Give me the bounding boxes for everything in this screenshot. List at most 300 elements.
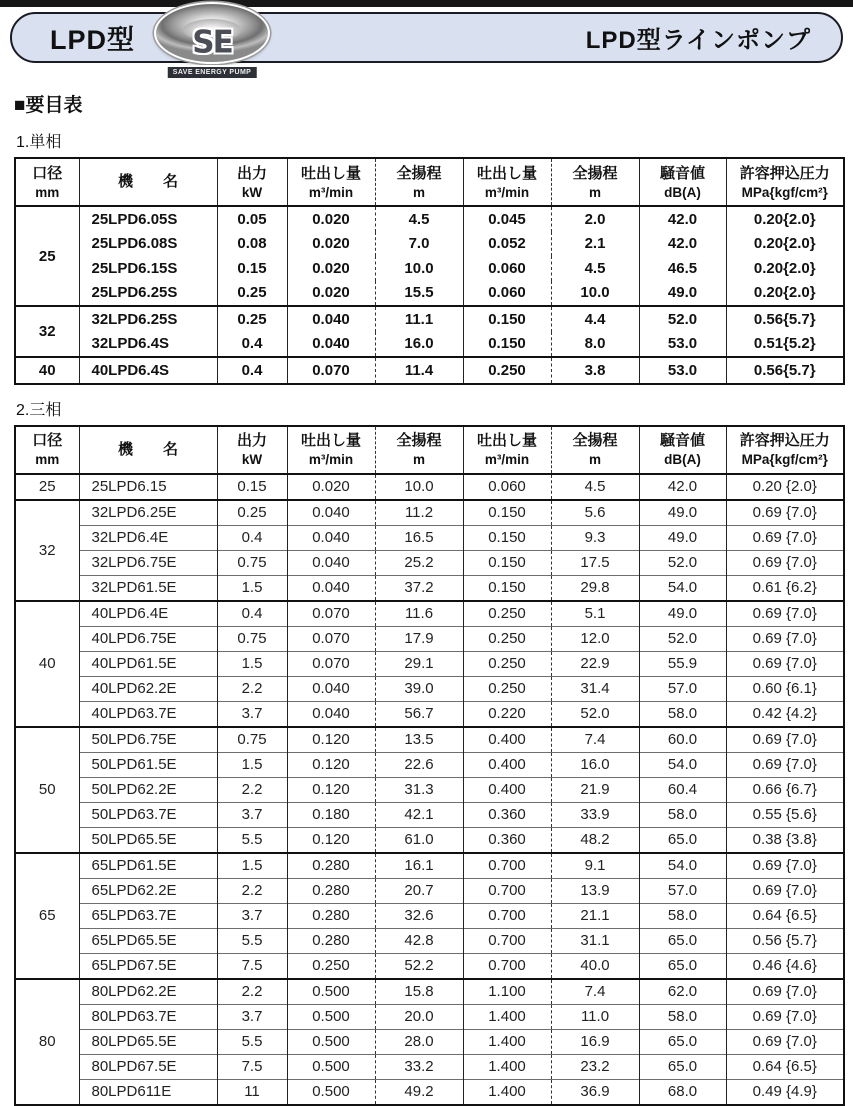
output-cell: 0.4: [217, 525, 287, 550]
column-header-bore: 口径 mm: [15, 158, 79, 206]
h1-cell: 20.7: [375, 878, 463, 903]
h2-cell: 5.6: [551, 500, 639, 526]
output-cell: 2.2: [217, 676, 287, 701]
model-cell: 65LPD67.5E: [79, 953, 217, 979]
model-cell: 25LPD6.15: [79, 474, 217, 500]
q2-cell: 0.150: [463, 525, 551, 550]
h1-cell: 56.7: [375, 701, 463, 727]
table-row: [15, 827, 844, 853]
pressure-cell: 0.20{2.0}: [726, 232, 844, 257]
pressure-cell: 0.69 {7.0}: [726, 601, 844, 627]
table-row: [15, 281, 844, 307]
table-row: [15, 474, 844, 500]
model-cell: 32LPD6.25E: [79, 500, 217, 526]
pressure-cell: 0.64 {6.5}: [726, 1054, 844, 1079]
model-cell: 65LPD61.5E: [79, 853, 217, 879]
h2-cell: 52.0: [551, 701, 639, 727]
q2-cell: 0.150: [463, 332, 551, 358]
h2-cell: 31.1: [551, 928, 639, 953]
q1-cell: 0.180: [287, 802, 375, 827]
noise-cell: 49.0: [639, 601, 726, 627]
q2-cell: 0.400: [463, 777, 551, 802]
noise-cell: 52.0: [639, 306, 726, 332]
h2-cell: 12.0: [551, 626, 639, 651]
h2-cell: 7.4: [551, 727, 639, 753]
h1-cell: 11.6: [375, 601, 463, 627]
h1-cell: 22.6: [375, 752, 463, 777]
model-cell: 25LPD6.25S: [79, 281, 217, 307]
h1-cell: 10.0: [375, 256, 463, 281]
column-header-output: 出力 kW: [217, 426, 287, 474]
output-cell: 2.2: [217, 979, 287, 1005]
column-header-h1: 全揚程 m: [375, 426, 463, 474]
q1-cell: 0.040: [287, 676, 375, 701]
h1-cell: 11.1: [375, 306, 463, 332]
output-cell: 1.5: [217, 853, 287, 879]
pressure-cell: 0.69 {7.0}: [726, 878, 844, 903]
table-row: [15, 651, 844, 676]
noise-cell: 42.0: [639, 474, 726, 500]
output-cell: 7.5: [217, 953, 287, 979]
table-row: [15, 979, 844, 1005]
three-phase-block: [0, 397, 853, 1106]
bore-cell: 65: [15, 853, 79, 979]
noise-cell: 65.0: [639, 827, 726, 853]
h1-cell: 13.5: [375, 727, 463, 753]
model-cell: 25LPD6.08S: [79, 232, 217, 257]
q2-cell: 0.250: [463, 676, 551, 701]
q1-cell: 0.500: [287, 1004, 375, 1029]
model-cell: 32LPD6.4S: [79, 332, 217, 358]
top-edge-strip: [0, 0, 853, 7]
header-row: [15, 426, 844, 474]
q2-cell: 1.400: [463, 1029, 551, 1054]
save-energy-pump-logo: [152, 2, 272, 74]
column-header-output: 出力 kW: [217, 158, 287, 206]
table-row: [15, 601, 844, 627]
h1-cell: 29.1: [375, 651, 463, 676]
h1-cell: 15.8: [375, 979, 463, 1005]
bore-cell: 40: [15, 357, 79, 384]
model-cell: 40LPD63.7E: [79, 701, 217, 727]
table-caption-three-phase: 2.三相: [16, 401, 62, 419]
pressure-cell: 0.69 {7.0}: [726, 500, 844, 526]
pressure-cell: 0.69 {7.0}: [726, 1004, 844, 1029]
output-cell: 0.15: [217, 256, 287, 281]
h1-cell: 15.5: [375, 281, 463, 307]
noise-cell: 65.0: [639, 1029, 726, 1054]
pressure-cell: 0.20 {2.0}: [726, 474, 844, 500]
q2-cell: 1.100: [463, 979, 551, 1005]
table-row: [15, 752, 844, 777]
output-cell: 0.4: [217, 601, 287, 627]
pressure-cell: 0.56 {5.7}: [726, 928, 844, 953]
table-row: [15, 1079, 844, 1105]
spec-table-three-phase: [14, 425, 845, 1106]
q2-cell: 1.400: [463, 1054, 551, 1079]
table-row: [15, 575, 844, 601]
h2-cell: 48.2: [551, 827, 639, 853]
h1-cell: 11.4: [375, 357, 463, 384]
h1-cell: 61.0: [375, 827, 463, 853]
noise-cell: 60.0: [639, 727, 726, 753]
h2-cell: 3.8: [551, 357, 639, 384]
h2-cell: 23.2: [551, 1054, 639, 1079]
q1-cell: 0.280: [287, 878, 375, 903]
output-cell: 5.5: [217, 1029, 287, 1054]
h1-cell: 42.1: [375, 802, 463, 827]
table-row: [15, 802, 844, 827]
q1-cell: 0.070: [287, 626, 375, 651]
model-cell: 65LPD65.5E: [79, 928, 217, 953]
table-row: [15, 676, 844, 701]
series-title: LPD型: [50, 25, 135, 55]
h1-cell: 49.2: [375, 1079, 463, 1105]
table-row: [15, 550, 844, 575]
h1-cell: 39.0: [375, 676, 463, 701]
bore-cell: 25: [15, 474, 79, 500]
h2-cell: 4.5: [551, 256, 639, 281]
table-caption-single-phase: 1.単相: [16, 134, 62, 151]
column-header-q1: 吐出し量 m³/min: [287, 426, 375, 474]
h1-cell: 37.2: [375, 575, 463, 601]
q1-cell: 0.250: [287, 953, 375, 979]
logo-banner-text: SAVE ENERGY PUMP: [166, 65, 259, 80]
h1-cell: 33.2: [375, 1054, 463, 1079]
model-cell: 40LPD62.2E: [79, 676, 217, 701]
table-row: [15, 928, 844, 953]
h2-cell: 11.0: [551, 1004, 639, 1029]
q2-cell: 0.150: [463, 550, 551, 575]
model-cell: 32LPD61.5E: [79, 575, 217, 601]
noise-cell: 58.0: [639, 1004, 726, 1029]
h1-cell: 52.2: [375, 953, 463, 979]
output-cell: 7.5: [217, 1054, 287, 1079]
q1-cell: 0.280: [287, 903, 375, 928]
h2-cell: 2.1: [551, 232, 639, 257]
model-cell: 50LPD63.7E: [79, 802, 217, 827]
h2-cell: 17.5: [551, 550, 639, 575]
q2-cell: 0.700: [463, 853, 551, 879]
q2-cell: 0.045: [463, 206, 551, 232]
q1-cell: 0.280: [287, 853, 375, 879]
output-cell: 1.5: [217, 575, 287, 601]
q2-cell: 0.060: [463, 281, 551, 307]
column-header-noise: 騒音値 dB(A): [639, 158, 726, 206]
q1-cell: 0.500: [287, 1054, 375, 1079]
q2-cell: 0.150: [463, 306, 551, 332]
h1-cell: 28.0: [375, 1029, 463, 1054]
column-header-model: 機 名: [79, 158, 217, 206]
q1-cell: 0.020: [287, 206, 375, 232]
noise-cell: 58.0: [639, 903, 726, 928]
pressure-cell: 0.69 {7.0}: [726, 525, 844, 550]
q1-cell: 0.120: [287, 827, 375, 853]
output-cell: 0.08: [217, 232, 287, 257]
table-row: [15, 953, 844, 979]
bore-cell: 25: [15, 206, 79, 306]
h2-cell: 9.3: [551, 525, 639, 550]
pressure-cell: 0.56{5.7}: [726, 357, 844, 384]
model-cell: 32LPD6.25S: [79, 306, 217, 332]
noise-cell: 54.0: [639, 853, 726, 879]
model-cell: 32LPD6.4E: [79, 525, 217, 550]
noise-cell: 65.0: [639, 953, 726, 979]
pressure-cell: 0.61 {6.2}: [726, 575, 844, 601]
h1-cell: 32.6: [375, 903, 463, 928]
q1-cell: 0.500: [287, 979, 375, 1005]
output-cell: 11: [217, 1079, 287, 1105]
model-cell: 40LPD61.5E: [79, 651, 217, 676]
model-cell: 40LPD6.4E: [79, 601, 217, 627]
q2-cell: 0.060: [463, 474, 551, 500]
h2-cell: 29.8: [551, 575, 639, 601]
q1-cell: 0.020: [287, 232, 375, 257]
h1-cell: 7.0: [375, 232, 463, 257]
q1-cell: 0.120: [287, 727, 375, 753]
pressure-cell: 0.69 {7.0}: [726, 651, 844, 676]
output-cell: 1.5: [217, 752, 287, 777]
column-header-bore: 口径 mm: [15, 426, 79, 474]
noise-cell: 53.0: [639, 332, 726, 358]
table-row: [15, 1029, 844, 1054]
pressure-cell: 0.46 {4.6}: [726, 953, 844, 979]
model-cell: 40LPD6.75E: [79, 626, 217, 651]
table-row: [15, 777, 844, 802]
output-cell: 1.5: [217, 651, 287, 676]
output-cell: 0.15: [217, 474, 287, 500]
bore-cell: 50: [15, 727, 79, 853]
q2-cell: 1.400: [463, 1079, 551, 1105]
output-cell: 3.7: [217, 903, 287, 928]
noise-cell: 49.0: [639, 281, 726, 307]
noise-cell: 46.5: [639, 256, 726, 281]
output-cell: 0.05: [217, 206, 287, 232]
h2-cell: 2.0: [551, 206, 639, 232]
model-cell: 65LPD62.2E: [79, 878, 217, 903]
q2-cell: 0.060: [463, 256, 551, 281]
pressure-cell: 0.69 {7.0}: [726, 752, 844, 777]
q2-cell: 0.700: [463, 903, 551, 928]
noise-cell: 49.0: [639, 525, 726, 550]
table-row: [15, 727, 844, 753]
noise-cell: 54.0: [639, 575, 726, 601]
output-cell: 2.2: [217, 878, 287, 903]
pressure-cell: 0.66 {6.7}: [726, 777, 844, 802]
column-header-q2: 吐出し量 m³/min: [463, 426, 551, 474]
pressure-cell: 0.64 {6.5}: [726, 903, 844, 928]
q1-cell: 0.070: [287, 651, 375, 676]
h1-cell: 10.0: [375, 474, 463, 500]
pressure-cell: 0.42 {4.2}: [726, 701, 844, 727]
logo-se-monogram: SE: [192, 24, 232, 61]
column-header-pressure: 許容押込圧力 MPa{kgf/cm²}: [726, 426, 844, 474]
h2-cell: 33.9: [551, 802, 639, 827]
output-cell: 0.4: [217, 332, 287, 358]
noise-cell: 58.0: [639, 701, 726, 727]
q1-cell: 0.020: [287, 256, 375, 281]
h2-cell: 21.1: [551, 903, 639, 928]
h2-cell: 4.5: [551, 474, 639, 500]
noise-cell: 58.0: [639, 802, 726, 827]
header-row: [15, 158, 844, 206]
h2-cell: 13.9: [551, 878, 639, 903]
h1-cell: 17.9: [375, 626, 463, 651]
h2-cell: 16.9: [551, 1029, 639, 1054]
table-row: [15, 232, 844, 257]
noise-cell: 52.0: [639, 626, 726, 651]
product-title: LPD型ラインポンプ: [585, 27, 811, 54]
model-cell: 80LPD611E: [79, 1079, 217, 1105]
table-row: [15, 853, 844, 879]
column-header-model: 機 名: [79, 426, 217, 474]
q2-cell: 0.250: [463, 626, 551, 651]
pressure-cell: 0.56{5.7}: [726, 306, 844, 332]
h1-cell: 11.2: [375, 500, 463, 526]
q2-cell: 0.360: [463, 827, 551, 853]
model-cell: 80LPD67.5E: [79, 1054, 217, 1079]
noise-cell: 55.9: [639, 651, 726, 676]
section-title: ■要目表: [14, 95, 83, 116]
q2-cell: 0.250: [463, 601, 551, 627]
q1-cell: 0.040: [287, 575, 375, 601]
q1-cell: 0.120: [287, 777, 375, 802]
q1-cell: 0.040: [287, 332, 375, 358]
table-row: [15, 701, 844, 727]
column-header-q1: 吐出し量 m³/min: [287, 158, 375, 206]
bore-cell: 32: [15, 306, 79, 357]
noise-cell: 60.4: [639, 777, 726, 802]
bore-cell: 80: [15, 979, 79, 1105]
noise-cell: 42.0: [639, 206, 726, 232]
model-cell: 50LPD65.5E: [79, 827, 217, 853]
output-cell: 0.75: [217, 626, 287, 651]
h1-cell: 16.5: [375, 525, 463, 550]
q2-cell: 0.360: [463, 802, 551, 827]
h2-cell: 9.1: [551, 853, 639, 879]
column-header-noise: 騒音値 dB(A): [639, 426, 726, 474]
h1-cell: 20.0: [375, 1004, 463, 1029]
table-row: [15, 256, 844, 281]
h1-cell: 31.3: [375, 777, 463, 802]
q2-cell: 0.700: [463, 878, 551, 903]
q2-cell: 0.052: [463, 232, 551, 257]
model-cell: 50LPD61.5E: [79, 752, 217, 777]
model-cell: 32LPD6.75E: [79, 550, 217, 575]
q2-cell: 0.400: [463, 727, 551, 753]
pressure-cell: 0.60 {6.1}: [726, 676, 844, 701]
q2-cell: 0.700: [463, 928, 551, 953]
spec-table-single-phase: [14, 157, 845, 385]
h2-cell: 21.9: [551, 777, 639, 802]
model-cell: 40LPD6.4S: [79, 357, 217, 384]
q2-cell: 0.150: [463, 500, 551, 526]
output-cell: 3.7: [217, 802, 287, 827]
model-cell: 80LPD65.5E: [79, 1029, 217, 1054]
q2-cell: 0.220: [463, 701, 551, 727]
table-row: [15, 525, 844, 550]
q2-cell: 0.700: [463, 953, 551, 979]
output-cell: 0.4: [217, 357, 287, 384]
q1-cell: 0.040: [287, 306, 375, 332]
pressure-cell: 0.55 {5.6}: [726, 802, 844, 827]
pressure-cell: 0.20{2.0}: [726, 206, 844, 232]
column-header-pressure: 許容押込圧力 MPa{kgf/cm²}: [726, 158, 844, 206]
noise-cell: 68.0: [639, 1079, 726, 1105]
h1-cell: 42.8: [375, 928, 463, 953]
pressure-cell: 0.38 {3.8}: [726, 827, 844, 853]
h2-cell: 22.9: [551, 651, 639, 676]
table-row: [15, 1004, 844, 1029]
output-cell: 5.5: [217, 928, 287, 953]
h2-cell: 7.4: [551, 979, 639, 1005]
single-phase-block: [0, 129, 853, 385]
table-row: [15, 332, 844, 358]
table-row: [15, 357, 844, 384]
noise-cell: 52.0: [639, 550, 726, 575]
column-header-h2: 全揚程 m: [551, 426, 639, 474]
output-cell: 0.25: [217, 281, 287, 307]
h1-cell: 4.5: [375, 206, 463, 232]
output-cell: 0.25: [217, 500, 287, 526]
q1-cell: 0.500: [287, 1079, 375, 1105]
pressure-cell: 0.20{2.0}: [726, 256, 844, 281]
table-row: [15, 626, 844, 651]
table-row: [15, 903, 844, 928]
h2-cell: 8.0: [551, 332, 639, 358]
model-cell: 50LPD62.2E: [79, 777, 217, 802]
h1-cell: 16.0: [375, 332, 463, 358]
output-cell: 0.75: [217, 727, 287, 753]
noise-cell: 54.0: [639, 752, 726, 777]
model-cell: 25LPD6.15S: [79, 256, 217, 281]
q1-cell: 0.040: [287, 500, 375, 526]
q1-cell: 0.120: [287, 752, 375, 777]
pressure-cell: 0.69 {7.0}: [726, 550, 844, 575]
model-cell: 50LPD6.75E: [79, 727, 217, 753]
model-cell: 80LPD63.7E: [79, 1004, 217, 1029]
title-bar: [10, 12, 843, 76]
pressure-cell: 0.69 {7.0}: [726, 1029, 844, 1054]
output-cell: 0.75: [217, 550, 287, 575]
pressure-cell: 0.69 {7.0}: [726, 853, 844, 879]
q2-cell: 1.400: [463, 1004, 551, 1029]
column-header-h2: 全揚程 m: [551, 158, 639, 206]
q1-cell: 0.500: [287, 1029, 375, 1054]
h2-cell: 10.0: [551, 281, 639, 307]
h2-cell: 36.9: [551, 1079, 639, 1105]
model-cell: 80LPD62.2E: [79, 979, 217, 1005]
pressure-cell: 0.69 {7.0}: [726, 626, 844, 651]
model-cell: 65LPD63.7E: [79, 903, 217, 928]
noise-cell: 49.0: [639, 500, 726, 526]
output-cell: 3.7: [217, 701, 287, 727]
q1-cell: 0.040: [287, 701, 375, 727]
h2-cell: 4.4: [551, 306, 639, 332]
output-cell: 5.5: [217, 827, 287, 853]
table-row: [15, 500, 844, 526]
h2-cell: 16.0: [551, 752, 639, 777]
q2-cell: 0.150: [463, 575, 551, 601]
noise-cell: 62.0: [639, 979, 726, 1005]
pressure-cell: 0.49 {4.9}: [726, 1079, 844, 1105]
q1-cell: 0.020: [287, 281, 375, 307]
noise-cell: 65.0: [639, 1054, 726, 1079]
h2-cell: 40.0: [551, 953, 639, 979]
q1-cell: 0.070: [287, 601, 375, 627]
table-row: [15, 878, 844, 903]
noise-cell: 53.0: [639, 357, 726, 384]
